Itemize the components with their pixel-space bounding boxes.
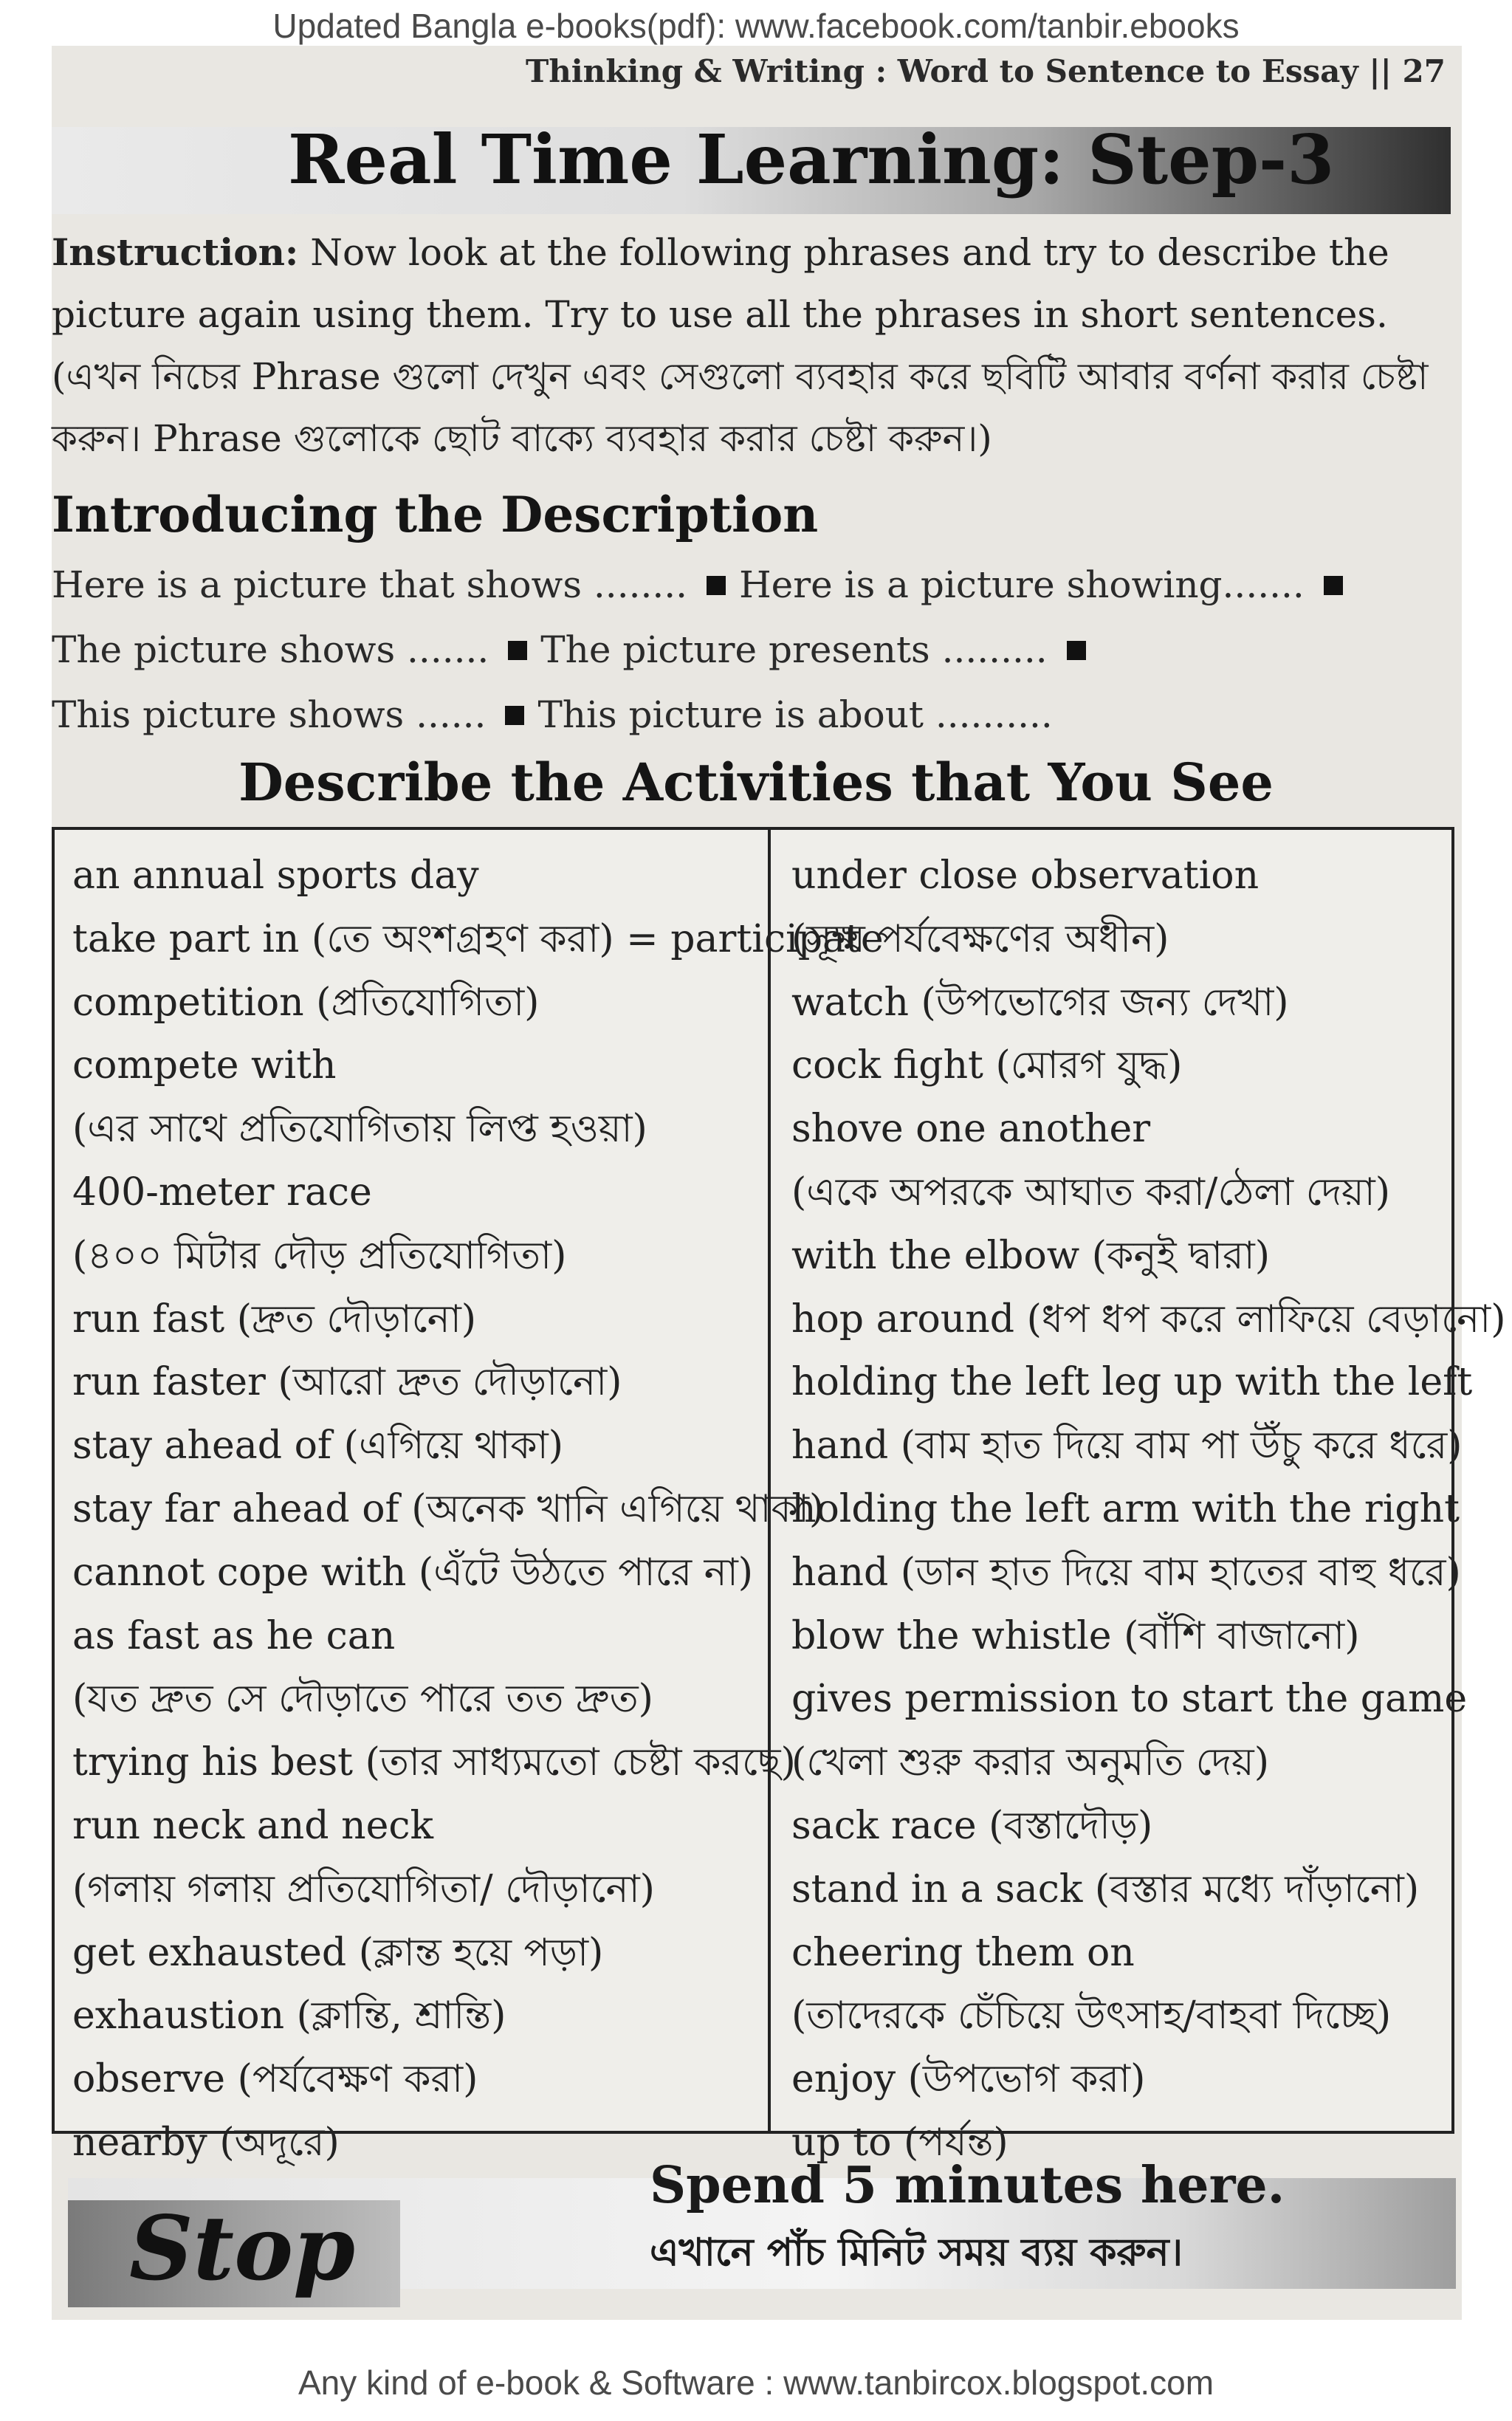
phrase-item: shove one another xyxy=(791,1107,1151,1152)
phrase-item: stay far ahead of (অনেক খানি এগিয়ে থাকা) xyxy=(72,1486,825,1531)
phrase-item: with the elbow (কনুই দ্বারা) xyxy=(791,1233,1271,1278)
phrase-table xyxy=(52,827,1506,2165)
phrase-item: hop around (ধপ ধপ করে লাফিয়ে বেড়ানো) xyxy=(791,1297,1506,1342)
phrase-item: watch (উপভোগের জন্য দেখা) xyxy=(791,980,1289,1025)
phrase-item: nearby (অদূরে) xyxy=(72,2120,340,2165)
phrase-item: (একে অপরকে আঘাত করা/ঠেলা দেয়া) xyxy=(791,1170,1391,1215)
intro-phrase: This picture shows ...... xyxy=(52,693,487,736)
square-bullet-icon xyxy=(505,706,524,725)
watermark-bottom: Any kind of e-book & Software : www.tanbircox.blogspot.com xyxy=(298,2363,1214,2402)
square-bullet-icon xyxy=(1067,641,1086,660)
square-bullet-icon xyxy=(1324,576,1343,595)
phrase-item: cannot cope with (এঁটে উঠতে পারে না) xyxy=(72,1550,754,1595)
phrase-item: compete with xyxy=(72,1043,337,1088)
phrase-item: (গলায় গলায় প্রতিযোগিতা/ দৌড়ানো) xyxy=(72,1867,655,1912)
phrase-item: hand (বাম হাত দিয়ে বাম পা উঁচু করে ধরে) xyxy=(791,1424,1463,1469)
phrase-item: enjoy (উপভোগ করা) xyxy=(791,2057,1146,2102)
phrase-item: blow the whistle (বাঁশি বাজানো) xyxy=(791,1613,1360,1658)
phrase-item: stand in a sack (বস্তার মধ্যে দাঁড়ানো) xyxy=(791,1867,1420,1912)
phrase-item: up to (পর্যন্ত) xyxy=(791,2120,1008,2165)
phrase-item: cheering them on xyxy=(791,1930,1135,1975)
running-header: Thinking & Writing : Word to Sentence to Essay || 27 xyxy=(525,53,1446,89)
phrase-item: run faster (আরো দ্রুত দৌড়ানো) xyxy=(72,1360,622,1405)
phrase-item: run fast (দ্রুত দৌড়ানো) xyxy=(72,1297,477,1342)
phrase-item: get exhausted (ক্লান্ত হয়ে পড়া) xyxy=(72,1930,604,1975)
phrase-item: holding the left arm with the right xyxy=(791,1486,1460,1531)
phrase-item: stay ahead of (এগিয়ে থাকা) xyxy=(72,1424,564,1469)
instruction-paragraph xyxy=(52,222,1447,470)
intro-phrase: The picture presents ......... xyxy=(540,628,1048,671)
phrase-item: trying his best (তার সাধ্যমতো চেষ্টা করছে) xyxy=(72,1740,796,1785)
phrase-item: (খেলা শুরু করার অনুমতি দেয়) xyxy=(791,1740,1269,1785)
phrase-item: under close observation xyxy=(791,854,1260,898)
phrase-item: take part in (তে অংশগ্রহণ করা) = participate xyxy=(72,916,884,961)
phrase-item: cock fight (মোরগ যুদ্ধ) xyxy=(791,1043,1183,1088)
phrase-item: gives permission to start the game xyxy=(791,1677,1468,1722)
stop-label: Stop xyxy=(129,2197,356,2301)
phrase-item: holding the left leg up with the left xyxy=(791,1360,1473,1405)
intro-phrase: This picture is about .......... xyxy=(537,693,1053,736)
watermark-top: Updated Bangla e-books(pdf): www.facebook.com/tanbir.ebooks xyxy=(272,7,1240,45)
right-column xyxy=(791,845,1506,2175)
phrase-item: hand (ডান হাত দিয়ে বাম হাতের বাহু ধরে) xyxy=(791,1550,1461,1595)
intro-phrase: Here is a picture that shows ........ xyxy=(52,563,688,606)
phrase-item: observe (পর্যবেক্ষণ করা) xyxy=(72,2057,478,2102)
square-bullet-icon xyxy=(707,576,726,595)
spend-text-bangla: এখানে পাঁচ মিনিট সময় ব্যয় করুন। xyxy=(650,2230,1183,2275)
phrase-item: exhaustion (ক্লান্তি, শ্রান্তি) xyxy=(72,1994,506,2039)
instruction-label: Instruction: xyxy=(52,230,299,274)
phrase-item: (এর সাথে প্রতিযোগিতায় লিপ্ত হওয়া) xyxy=(72,1107,647,1152)
intro-phrase: Here is a picture showing....... xyxy=(739,563,1305,606)
phrase-item: (তাদেরকে চেঁচিয়ে উৎসাহ/বাহবা দিচ্ছে) xyxy=(791,1994,1392,2039)
instruction-text: Now look at the following phrases and try to describe the picture again using them. Try to use all the phrases in short sentences. (এখন নিচের Phrase গুলো দেখুন এবং সেগুলো ব্যবহার করে ছবিটি আবার বর্ণনা করার চেষ্টা করুন। Phrase গুলোকে ছোট বাক্যে ব্যবহার করার চেষ্টা করুন।) xyxy=(52,231,1429,460)
activities-heading: Describe the Activities that You See xyxy=(238,752,1274,813)
intro-heading: Introducing the Description xyxy=(52,486,819,543)
spend-text: Spend 5 minutes here. xyxy=(650,2156,1285,2215)
square-bullet-icon xyxy=(508,641,527,660)
phrase-item: as fast as he can xyxy=(72,1613,396,1658)
phrase-item: an annual sports day xyxy=(72,854,479,898)
phrase-item: (যত দ্রুত সে দৌড়াতে পারে তত দ্রুত) xyxy=(72,1677,653,1722)
intro-phrase: The picture shows ....... xyxy=(52,628,489,671)
phrase-item: run neck and neck xyxy=(72,1803,433,1848)
phrase-item: 400-meter race xyxy=(72,1170,372,1215)
phrase-item: competition (প্রতিযোগিতা) xyxy=(72,980,540,1025)
intro-phrases xyxy=(52,552,1447,747)
phrase-item: sack race (বস্তাদৌড়) xyxy=(791,1803,1153,1848)
phrase-item: (সূক্ষ্ম পর্যবেক্ষণের অধীন) xyxy=(791,916,1169,961)
left-column xyxy=(72,845,884,2175)
phrase-item: (৪০০ মিটার দৌড় প্রতিযোগিতা) xyxy=(72,1233,567,1278)
page-title: Real Time Learning: Step-3 xyxy=(288,120,1335,199)
